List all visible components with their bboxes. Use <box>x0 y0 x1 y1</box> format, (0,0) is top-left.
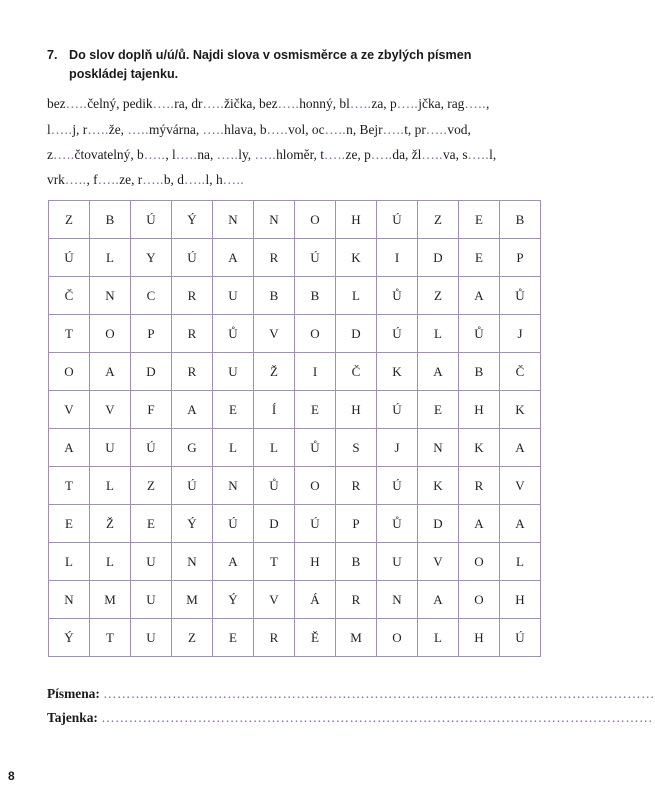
grid-cell[interactable]: A <box>418 353 459 391</box>
grid-cell[interactable]: A <box>213 239 254 277</box>
grid-cell[interactable]: Z <box>172 619 213 657</box>
fill-line <box>47 122 517 138</box>
blank-slot[interactable]: ….. <box>467 147 490 162</box>
grid-row <box>49 467 541 505</box>
grid-cell[interactable]: A <box>500 505 541 543</box>
grid-cell[interactable]: Ý <box>49 619 90 657</box>
grid-cell[interactable]: H <box>459 391 500 429</box>
grid-cell[interactable]: Z <box>49 201 90 239</box>
blank-slot[interactable]: ….. <box>216 147 239 162</box>
letters-label: Písmena: <box>47 686 100 701</box>
grid-cell[interactable]: Ý <box>213 581 254 619</box>
grid-cell[interactable]: Ů <box>295 429 336 467</box>
grid-row <box>49 581 541 619</box>
grid-cell[interactable]: J <box>377 429 418 467</box>
grid-cell[interactable]: L <box>418 619 459 657</box>
grid-cell[interactable]: D <box>336 315 377 353</box>
grid-cell[interactable]: Ý <box>172 201 213 239</box>
grid-cell[interactable]: Ů <box>459 315 500 353</box>
grid-row <box>49 315 541 353</box>
blank-slot[interactable]: ….. <box>142 172 164 187</box>
grid-cell[interactable]: Č <box>49 277 90 315</box>
word-fragment: mývárna, <box>148 122 203 137</box>
blank-slot[interactable]: ….. <box>323 147 346 162</box>
grid-cell[interactable]: Y <box>131 239 172 277</box>
grid-cell[interactable]: R <box>336 581 377 619</box>
grid-cell[interactable]: L <box>90 543 131 581</box>
blank-slot[interactable]: ….. <box>65 96 88 111</box>
grid-cell[interactable]: A <box>90 353 131 391</box>
grid-cell[interactable]: E <box>459 201 500 239</box>
grid-cell[interactable]: O <box>90 315 131 353</box>
word-fragment: va, s <box>442 147 468 162</box>
fill-line <box>47 96 517 112</box>
word-fragment: honný, bl <box>299 96 350 111</box>
grid-cell[interactable]: U <box>213 353 254 391</box>
grid-cell[interactable]: L <box>500 543 541 581</box>
grid-cell[interactable]: V <box>90 391 131 429</box>
grid-cell[interactable]: O <box>295 201 336 239</box>
word-fragment: ly, <box>238 147 255 162</box>
blank-slot[interactable]: ….. <box>425 122 448 137</box>
grid-cell[interactable]: Ě <box>295 619 336 657</box>
word-fragment: žička, bez <box>224 96 278 111</box>
grid-cell[interactable]: B <box>459 353 500 391</box>
grid-cell[interactable]: O <box>459 543 500 581</box>
grid-cell[interactable]: Ů <box>213 315 254 353</box>
blank-slot[interactable]: ….. <box>370 147 393 162</box>
grid-row <box>49 239 541 277</box>
blank-slot[interactable]: ….. <box>50 122 73 137</box>
grid-cell[interactable]: Č <box>336 353 377 391</box>
grid-cell[interactable]: Ú <box>295 505 336 543</box>
grid-cell[interactable]: M <box>172 581 213 619</box>
grid-cell[interactable]: Ú <box>131 201 172 239</box>
grid-cell[interactable]: Ú <box>295 239 336 277</box>
secret-answer-line[interactable]: ………………………………………………………………………………………………………… <box>101 710 653 725</box>
grid-cell[interactable]: N <box>254 201 295 239</box>
grid-cell[interactable]: D <box>418 239 459 277</box>
blank-slot[interactable]: ….. <box>127 122 149 137</box>
blank-slot[interactable]: ….. <box>143 147 166 162</box>
grid-cell[interactable]: U <box>377 543 418 581</box>
grid-cell[interactable]: Ů <box>377 277 418 315</box>
blank-slot[interactable]: ….. <box>464 96 486 111</box>
word-search-grid <box>48 200 541 657</box>
grid-cell[interactable]: D <box>254 505 295 543</box>
grid-cell[interactable]: Ú <box>172 239 213 277</box>
task-heading <box>47 46 517 84</box>
grid-cell[interactable]: R <box>254 619 295 657</box>
grid-cell[interactable]: Z <box>131 467 172 505</box>
grid-cell[interactable]: M <box>90 581 131 619</box>
grid-cell[interactable]: B <box>90 201 131 239</box>
grid-cell[interactable]: N <box>377 581 418 619</box>
grid-cell[interactable]: N <box>213 201 254 239</box>
grid-cell[interactable]: H <box>500 581 541 619</box>
letters-answer-row[interactable] <box>47 686 655 702</box>
word-fragment: hloměr, t <box>276 147 324 162</box>
grid-cell[interactable]: B <box>336 543 377 581</box>
blank-slot[interactable]: ….. <box>202 122 225 137</box>
grid-cell[interactable]: Ú <box>500 619 541 657</box>
grid-cell[interactable]: N <box>213 467 254 505</box>
fill-line <box>47 147 517 163</box>
blank-slot[interactable]: ….. <box>382 122 405 137</box>
blank-slot[interactable]: ….. <box>64 172 87 187</box>
grid-cell[interactable]: U <box>131 619 172 657</box>
word-fragment: čelný, pedik <box>87 96 153 111</box>
grid-cell[interactable]: O <box>459 581 500 619</box>
grid-cell[interactable]: E <box>213 619 254 657</box>
grid-cell[interactable]: V <box>500 467 541 505</box>
grid-cell[interactable]: Ú <box>377 201 418 239</box>
grid-cell[interactable]: V <box>418 543 459 581</box>
grid-cell[interactable]: T <box>90 619 131 657</box>
word-fragment: na, <box>197 147 217 162</box>
word-fragment: hlava, b <box>224 122 267 137</box>
blank-slot[interactable]: ….. <box>87 122 109 137</box>
grid-cell[interactable]: Ů <box>254 467 295 505</box>
grid-cell[interactable]: R <box>172 315 213 353</box>
grid-cell[interactable]: L <box>49 543 90 581</box>
grid-cell[interactable]: L <box>418 315 459 353</box>
grid-cell[interactable]: T <box>49 467 90 505</box>
word-fragment: t, pr <box>404 122 426 137</box>
grid-cell[interactable]: Ú <box>377 467 418 505</box>
grid-cell[interactable]: L <box>254 429 295 467</box>
grid-cell[interactable]: A <box>459 505 500 543</box>
grid-cell[interactable]: V <box>49 391 90 429</box>
grid-cell[interactable]: Ž <box>90 505 131 543</box>
grid-cell[interactable]: N <box>172 543 213 581</box>
word-fragment: , f <box>86 172 98 187</box>
grid-cell[interactable]: Ú <box>49 239 90 277</box>
grid-cell[interactable]: Ú <box>377 315 418 353</box>
grid-cell[interactable]: L <box>336 277 377 315</box>
grid-cell[interactable]: K <box>500 391 541 429</box>
grid-cell[interactable]: S <box>336 429 377 467</box>
grid-cell[interactable]: K <box>377 353 418 391</box>
blank-slot[interactable]: ….. <box>324 122 347 137</box>
grid-cell[interactable]: A <box>172 391 213 429</box>
grid-cell[interactable]: V <box>254 581 295 619</box>
grid-cell[interactable]: L <box>90 239 131 277</box>
grid-cell[interactable]: N <box>418 429 459 467</box>
grid-cell[interactable]: Č <box>500 353 541 391</box>
grid-cell[interactable]: R <box>172 353 213 391</box>
secret-label: Tajenka: <box>47 710 98 725</box>
grid-cell[interactable]: E <box>459 239 500 277</box>
grid-cell[interactable]: K <box>459 429 500 467</box>
grid-cell[interactable]: U <box>213 277 254 315</box>
word-fragment: z <box>47 147 53 162</box>
word-fragment: ra, dr <box>174 96 203 111</box>
grid-cell[interactable]: E <box>49 505 90 543</box>
grid-cell[interactable]: P <box>500 239 541 277</box>
word-fragment: l, h <box>205 172 223 187</box>
grid-cell[interactable]: Ž <box>254 353 295 391</box>
word-fragment: vod, <box>447 122 471 137</box>
blank-slot[interactable]: ….. <box>421 147 443 162</box>
word-fragment: , l <box>165 147 176 162</box>
task-number: 7. <box>47 48 58 62</box>
secret-answer-row[interactable] <box>47 710 653 726</box>
grid-cell[interactable]: Ú <box>172 467 213 505</box>
grid-row <box>49 429 541 467</box>
letters-answer-line[interactable]: ………………………………………………………………………………………………………… <box>103 686 655 701</box>
grid-cell[interactable]: A <box>418 581 459 619</box>
grid-cell[interactable]: M <box>336 619 377 657</box>
blank-slot[interactable]: ….. <box>396 96 419 111</box>
grid-cell[interactable]: R <box>254 239 295 277</box>
grid-cell[interactable]: H <box>336 391 377 429</box>
grid-cell[interactable]: O <box>377 619 418 657</box>
grid-cell[interactable]: Z <box>418 201 459 239</box>
fill-line <box>47 172 517 188</box>
grid-cell[interactable]: O <box>49 353 90 391</box>
word-fragment: jčka, rag <box>418 96 465 111</box>
grid-row <box>49 543 541 581</box>
blank-slot[interactable]: ….. <box>183 172 206 187</box>
word-fragment: b, d <box>163 172 184 187</box>
grid-cell[interactable]: R <box>459 467 500 505</box>
grid-cell[interactable]: R <box>336 467 377 505</box>
grid-cell[interactable]: P <box>336 505 377 543</box>
grid-row <box>49 619 541 657</box>
grid-cell[interactable]: E <box>295 391 336 429</box>
grid-cell[interactable]: E <box>213 391 254 429</box>
word-fragment: l <box>47 122 51 137</box>
word-fragment: čtovatelný, b <box>74 147 144 162</box>
grid-cell[interactable]: G <box>172 429 213 467</box>
grid-cell[interactable]: F <box>131 391 172 429</box>
grid-cell[interactable]: N <box>49 581 90 619</box>
grid-cell[interactable]: O <box>295 467 336 505</box>
blank-slot[interactable]: ….. <box>254 147 277 162</box>
grid-cell[interactable]: Í <box>254 391 295 429</box>
grid-cell[interactable]: D <box>418 505 459 543</box>
word-fragment: bez <box>47 96 66 111</box>
grid-cell[interactable]: U <box>131 543 172 581</box>
blank-slot[interactable]: ….. <box>52 147 75 162</box>
grid-cell[interactable]: E <box>131 505 172 543</box>
grid-cell[interactable]: Á <box>295 581 336 619</box>
grid-row <box>49 505 541 543</box>
grid-cell[interactable]: L <box>90 467 131 505</box>
grid-cell[interactable]: Ů <box>377 505 418 543</box>
grid-cell[interactable]: K <box>418 467 459 505</box>
grid-cell[interactable]: Ú <box>213 505 254 543</box>
word-fragment: da, žl <box>392 147 422 162</box>
grid-cell[interactable]: C <box>131 277 172 315</box>
grid-cell[interactable]: Ý <box>172 505 213 543</box>
grid-cell[interactable]: B <box>254 277 295 315</box>
task-instruction: Do slov doplň u/ú/ů. Najdi slova v osmisměrce a ze zbylých písmen poskládej tajenku. <box>69 48 472 81</box>
grid-cell[interactable]: N <box>90 277 131 315</box>
grid-cell[interactable]: H <box>459 619 500 657</box>
grid-cell[interactable]: V <box>254 315 295 353</box>
grid-cell[interactable]: U <box>131 581 172 619</box>
grid-cell[interactable]: T <box>49 315 90 353</box>
grid-cell[interactable]: T <box>254 543 295 581</box>
blank-slot[interactable]: ….. <box>152 96 175 111</box>
grid-cell[interactable]: K <box>336 239 377 277</box>
page-number: 8 <box>8 769 15 783</box>
grid-cell[interactable]: Ú <box>377 391 418 429</box>
grid-row <box>49 277 541 315</box>
word-fragment: l, <box>489 147 497 162</box>
word-fragment: vol, oc <box>288 122 325 137</box>
grid-cell[interactable]: P <box>131 315 172 353</box>
word-fragment: vrk <box>47 172 65 187</box>
grid-cell[interactable]: B <box>500 201 541 239</box>
word-fragment: , <box>485 96 490 111</box>
grid-cell[interactable]: L <box>213 429 254 467</box>
blank-slot[interactable]: ….. <box>349 96 372 111</box>
grid-cell[interactable]: I <box>377 239 418 277</box>
grid-cell[interactable]: A <box>213 543 254 581</box>
grid-cell[interactable]: H <box>295 543 336 581</box>
blank-slot[interactable]: ….. <box>266 122 289 137</box>
grid-cell[interactable]: U <box>90 429 131 467</box>
grid-cell[interactable]: Ú <box>131 429 172 467</box>
blank-slot[interactable]: ….. <box>175 147 198 162</box>
grid-cell[interactable]: B <box>295 277 336 315</box>
grid-cell[interactable]: A <box>49 429 90 467</box>
word-fragment: že, <box>108 122 128 137</box>
grid-row <box>49 353 541 391</box>
blank-slot[interactable]: ….. <box>97 172 120 187</box>
word-fragment: za, p <box>371 96 397 111</box>
grid-cell[interactable]: H <box>336 201 377 239</box>
word-fragment: n, Bejr <box>346 122 383 137</box>
grid-cell[interactable]: D <box>131 353 172 391</box>
blank-slot[interactable]: ….. <box>202 96 225 111</box>
grid-cell[interactable]: E <box>418 391 459 429</box>
word-fragment: ze, r <box>119 172 143 187</box>
word-fragment: ze, p <box>345 147 371 162</box>
grid-row <box>49 201 541 239</box>
grid-cell[interactable]: I <box>295 353 336 391</box>
grid-cell[interactable]: O <box>295 315 336 353</box>
grid-cell[interactable]: Z <box>418 277 459 315</box>
grid-cell[interactable]: A <box>500 429 541 467</box>
blank-slot[interactable]: ….. <box>222 172 245 187</box>
grid-cell[interactable]: J <box>500 315 541 353</box>
grid-cell[interactable]: R <box>172 277 213 315</box>
word-fragment: j, r <box>72 122 88 137</box>
grid-cell[interactable]: A <box>459 277 500 315</box>
blank-slot[interactable]: ….. <box>277 96 300 111</box>
grid-cell[interactable]: Ů <box>500 277 541 315</box>
grid-row <box>49 391 541 429</box>
